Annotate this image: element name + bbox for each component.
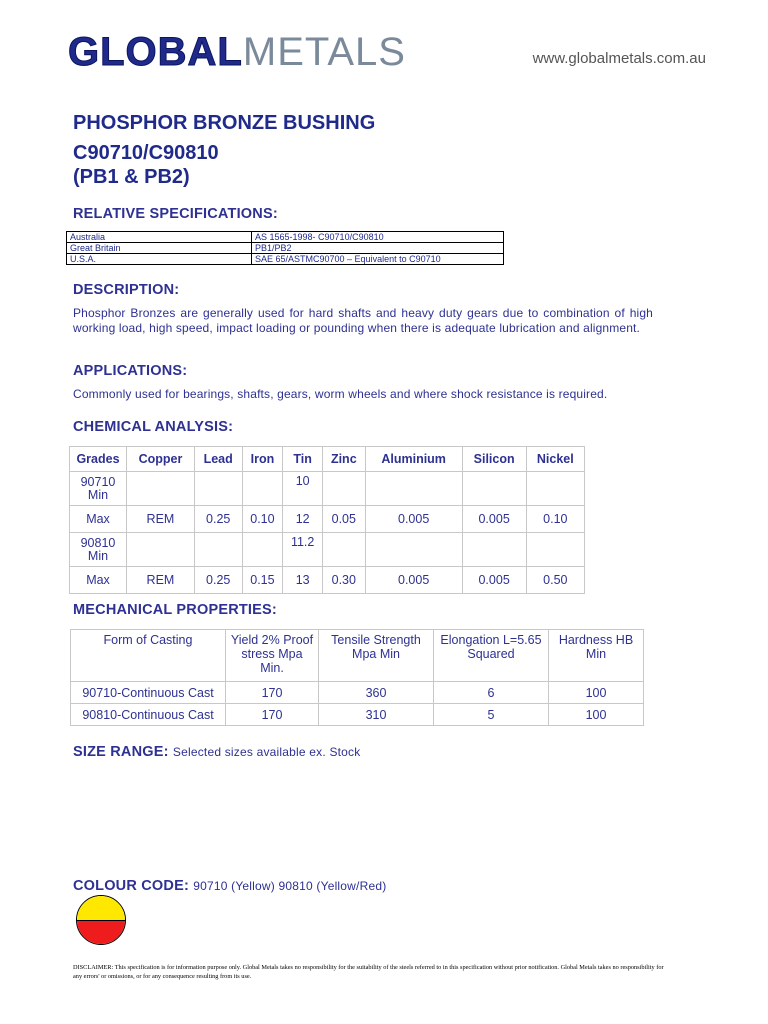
- table-cell: [322, 472, 365, 506]
- logo-global-text: GLOBAL: [68, 30, 243, 74]
- website-url[interactable]: www.globalmetals.com.au: [532, 50, 706, 67]
- page-title-grades: C90710/C90810: [73, 142, 219, 164]
- column-header: Yield 2% Proof stress Mpa Min.: [226, 630, 319, 682]
- table-header-row: [71, 630, 644, 682]
- table-cell: 12: [283, 506, 323, 533]
- column-header: Lead: [194, 447, 242, 472]
- table-cell: [526, 533, 584, 567]
- size-range-heading: SIZE RANGE:: [73, 744, 169, 760]
- table-cell: [242, 472, 283, 506]
- column-header: Iron: [242, 447, 283, 472]
- colour-code-red-half: [77, 920, 125, 945]
- table-cell: 170: [226, 682, 319, 704]
- table-cell: 0.50: [526, 567, 584, 594]
- size-range-text: Selected sizes available ex. Stock: [172, 745, 361, 759]
- description-text: Phosphor Bronzes are generally used for hard shafts and heavy duty gears due to combination of high working load, high speed, impact loading or pounding when there is adequate lubrication and alignment.: [73, 306, 653, 335]
- disclaimer-text: DISCLAIMER: This specification is for information purpose only. Global Metals takes no responsibility for the suitability of the steels referred to in this specification without prior notification. Global Metals takes no responsibility for any errors' or omissions, or for any consequence resulting from its use.: [73, 964, 664, 980]
- applications-text: Commonly used for bearings, shafts, gears, worm wheels and where shock resistance is required.: [73, 387, 608, 401]
- company-logo: [68, 30, 406, 74]
- table-cell: 0.10: [242, 506, 283, 533]
- table-cell: 6: [434, 682, 549, 704]
- column-header: Hardness HB Min: [549, 630, 644, 682]
- table-cell: 0.05: [322, 506, 365, 533]
- table-cell: 100: [549, 704, 644, 726]
- table-cell: [526, 472, 584, 506]
- table-row: [70, 506, 585, 533]
- chemical-analysis-table: [69, 446, 585, 594]
- table-header-row: [70, 447, 585, 472]
- colour-code-text: 90710 (Yellow) 90810 (Yellow/Red): [193, 879, 387, 893]
- column-header: Silicon: [462, 447, 526, 472]
- table-cell: [242, 533, 283, 567]
- table-cell: [194, 472, 242, 506]
- table-cell: 0.15: [242, 567, 283, 594]
- table-row: [71, 682, 644, 704]
- page-title-codes: (PB1 & PB2): [73, 166, 190, 188]
- table-cell: 0.30: [322, 567, 365, 594]
- table-cell: [127, 533, 195, 567]
- table-row: [70, 567, 585, 594]
- table-cell: 10: [283, 472, 323, 506]
- table-cell: 11.2: [283, 533, 323, 567]
- spec-standard: AS 1565-1998- C90710/C90810: [252, 232, 504, 243]
- table-cell: 0.25: [194, 506, 242, 533]
- table-row: [67, 254, 504, 265]
- table-cell: REM: [127, 506, 195, 533]
- table-cell: 0.005: [365, 506, 462, 533]
- table-cell: 310: [319, 704, 434, 726]
- chemical-analysis-heading: CHEMICAL ANALYSIS:: [73, 419, 234, 435]
- table-cell: [322, 533, 365, 567]
- table-cell: 90810-Continuous Cast: [71, 704, 226, 726]
- table-cell: Max: [70, 567, 127, 594]
- spec-standard: PB1/PB2: [252, 243, 504, 254]
- table-cell: [365, 533, 462, 567]
- table-cell: 90810 Min: [70, 533, 127, 567]
- relative-specs-heading: RELATIVE SPECIFICATIONS:: [73, 206, 278, 222]
- table-cell: 13: [283, 567, 323, 594]
- colour-code-yellow-half: [77, 896, 125, 920]
- mechanical-properties-table: [70, 629, 644, 726]
- table-cell: 0.25: [194, 567, 242, 594]
- table-cell: Max: [70, 506, 127, 533]
- colour-code-heading: COLOUR CODE:: [73, 878, 189, 894]
- table-row: [70, 533, 585, 567]
- table-cell: [365, 472, 462, 506]
- logo-metals-text: METALS: [242, 30, 406, 74]
- spec-country: Great Britain: [67, 243, 252, 254]
- table-row: [70, 472, 585, 506]
- mechanical-properties-heading: MECHANICAL PROPERTIES:: [73, 602, 277, 618]
- table-cell: 100: [549, 682, 644, 704]
- description-heading: DESCRIPTION:: [73, 282, 180, 298]
- table-row: [67, 232, 504, 243]
- relative-specs-table: [66, 231, 504, 265]
- spec-country: U.S.A.: [67, 254, 252, 265]
- table-cell: 360: [319, 682, 434, 704]
- spec-country: Australia: [67, 232, 252, 243]
- column-header: Form of Casting: [71, 630, 226, 682]
- table-cell: 0.10: [526, 506, 584, 533]
- spec-standard: SAE 65/ASTMC90700 – Equivalent to C90710: [252, 254, 504, 265]
- size-range-section: [73, 744, 360, 760]
- table-row: [67, 243, 504, 254]
- column-header: Tensile Strength Mpa Min: [319, 630, 434, 682]
- column-header: Zinc: [322, 447, 365, 472]
- column-header: Aluminium: [365, 447, 462, 472]
- table-cell: 0.005: [462, 567, 526, 594]
- table-cell: 0.005: [365, 567, 462, 594]
- page-title: PHOSPHOR BRONZE BUSHING: [73, 112, 376, 134]
- table-cell: 5: [434, 704, 549, 726]
- colour-code-circle: [76, 895, 126, 945]
- column-header: Grades: [70, 447, 127, 472]
- column-header: Copper: [127, 447, 195, 472]
- table-row: [71, 704, 644, 726]
- table-cell: [462, 533, 526, 567]
- applications-heading: APPLICATIONS:: [73, 363, 188, 379]
- colour-code-section: [73, 878, 386, 894]
- column-header: Nickel: [526, 447, 584, 472]
- table-cell: REM: [127, 567, 195, 594]
- table-cell: 90710-Continuous Cast: [71, 682, 226, 704]
- column-header: Elongation L=5.65 Squared: [434, 630, 549, 682]
- table-cell: 0.005: [462, 506, 526, 533]
- table-cell: [127, 472, 195, 506]
- table-cell: 170: [226, 704, 319, 726]
- table-cell: [462, 472, 526, 506]
- table-cell: 90710 Min: [70, 472, 127, 506]
- column-header: Tin: [283, 447, 323, 472]
- table-cell: [194, 533, 242, 567]
